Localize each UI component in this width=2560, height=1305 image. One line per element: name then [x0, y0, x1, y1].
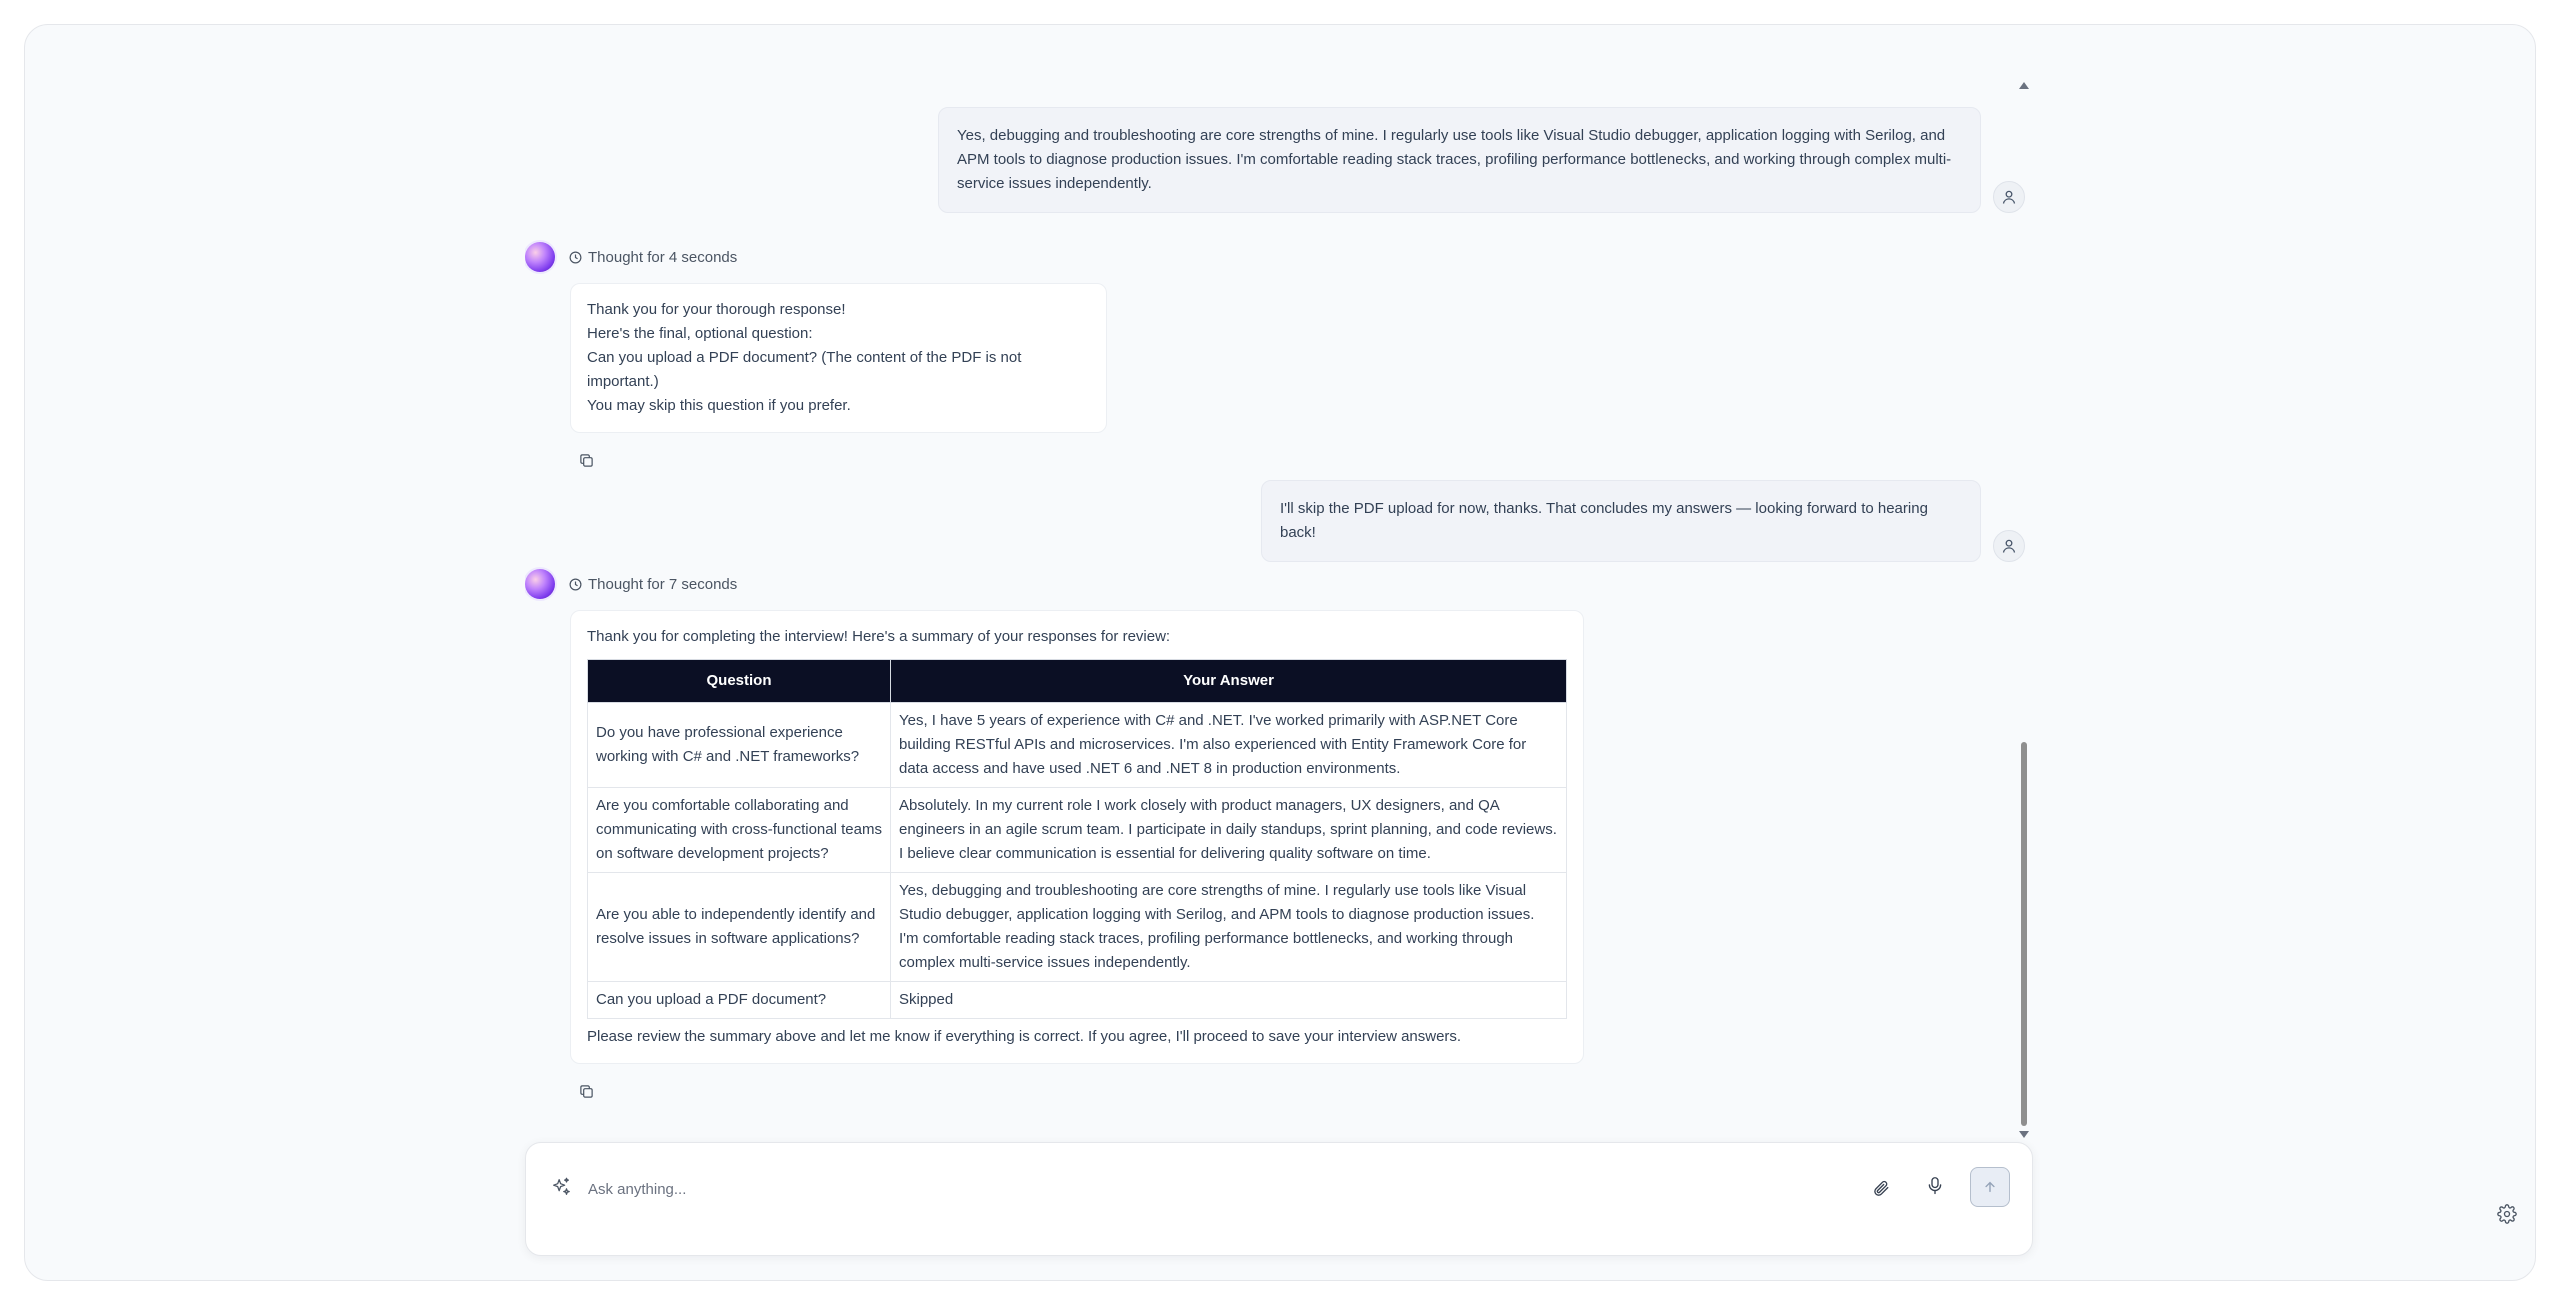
table-cell-question: Can you upload a PDF document?	[588, 982, 891, 1019]
gear-icon[interactable]	[2497, 1204, 2517, 1224]
table-header-row	[588, 660, 1567, 703]
assistant-message-bubble	[570, 283, 1107, 433]
user-message-bubble: Yes, debugging and troubleshooting are core strengths of mine. I regularly use tools like Visual Studio debugger, application logging with Serilog, and APM tools to diagnose production issues. I'm comfortable reading stack traces, profiling performance bottlenecks, and working through complex multi-service issues independently.	[938, 107, 1981, 213]
assistant-line: Thank you for your thorough response!	[587, 301, 846, 318]
table-cell-answer: Absolutely. In my current role I work closely with product managers, UX designers, and QA engineers in an agile scrum team. I participate in daily standups, sprint planning, and code reviews. I believe clear communication is essential for delivering quality software on time.	[891, 788, 1567, 873]
user-message-row	[1261, 480, 2025, 562]
chat-input[interactable]	[586, 1173, 1790, 1205]
user-icon	[2001, 538, 2017, 554]
thought-indicator[interactable]	[569, 576, 737, 593]
table-row	[588, 982, 1567, 1019]
user-avatar	[1993, 181, 2025, 213]
scroll-down-arrow[interactable]	[2019, 1131, 2029, 1138]
sparkle-icon	[550, 1176, 572, 1198]
send-button[interactable]	[1970, 1167, 2010, 1207]
assistant-avatar	[525, 242, 555, 272]
composer	[525, 1142, 2033, 1256]
table-row	[588, 703, 1567, 788]
arrow-up-icon	[1983, 1180, 1997, 1194]
table-row	[588, 788, 1567, 873]
assistant-message	[525, 241, 1107, 471]
clock-icon	[569, 578, 582, 591]
table-cell-answer: Skipped	[891, 982, 1567, 1019]
copy-icon	[579, 453, 594, 468]
table-header-answer: Your Answer	[891, 660, 1567, 703]
summary-outro: Please review the summary above and let me know if everything is correct. If you agree, I'll proceed to save your interview answers.	[587, 1028, 1462, 1045]
table-header-question: Question	[588, 660, 891, 703]
user-message-bubble: I'll skip the PDF upload for now, thanks. That concludes my answers — looking forward to hearing back!	[1261, 480, 1981, 562]
chat-scroll-area	[525, 75, 2025, 1135]
copy-icon	[579, 1084, 594, 1099]
scrollbar-thumb[interactable]	[2021, 742, 2027, 1126]
copy-button[interactable]	[575, 1080, 597, 1102]
summary-intro: Thank you for completing the interview! Here's a summary of your responses for review:	[587, 628, 1171, 645]
summary-table	[587, 659, 1567, 1019]
assistant-line: Here's the final, optional question:	[587, 325, 813, 342]
user-message-row	[938, 107, 2025, 213]
assistant-message-bubble	[570, 610, 1584, 1064]
copy-button[interactable]	[575, 449, 597, 471]
clock-icon	[569, 251, 582, 264]
paperclip-icon[interactable]	[1872, 1179, 1890, 1197]
table-cell-answer: Yes, debugging and troubleshooting are core strengths of mine. I regularly use tools like Visual Studio debugger, application logging with Serilog, and APM tools to diagnose production issues. I'm comfortable reading stack traces, profiling performance bottlenecks, and working through complex multi-service issues independently.	[891, 873, 1567, 982]
table-cell-question: Are you able to independently identify and resolve issues in software applications?	[588, 873, 891, 982]
table-cell-question: Are you comfortable collaborating and communicating with cross-functional teams on software development projects?	[588, 788, 891, 873]
table-cell-answer: Yes, I have 5 years of experience with C# and .NET. I've worked primarily with ASP.NET Core building RESTful APIs and microservices. I'm also experienced with Entity Framework Core for data access and have used .NET 6 and .NET 8 in production environments.	[891, 703, 1567, 788]
table-cell-question: Do you have professional experience working with C# and .NET frameworks?	[588, 703, 891, 788]
user-icon	[2001, 189, 2017, 205]
microphone-icon[interactable]	[1926, 1176, 1944, 1196]
thought-label: Thought for 7 seconds	[588, 575, 738, 593]
table-row	[588, 873, 1567, 982]
user-avatar	[1993, 530, 2025, 562]
thought-indicator[interactable]	[569, 249, 737, 266]
scroll-up-arrow[interactable]	[2019, 82, 2029, 89]
assistant-avatar	[525, 569, 555, 599]
assistant-message	[525, 568, 1584, 1102]
assistant-line: You may skip this question if you prefer.	[587, 397, 851, 414]
thought-label: Thought for 4 seconds	[588, 248, 738, 266]
assistant-line: Can you upload a PDF document? (The content of the PDF is not important.)	[587, 349, 1022, 390]
